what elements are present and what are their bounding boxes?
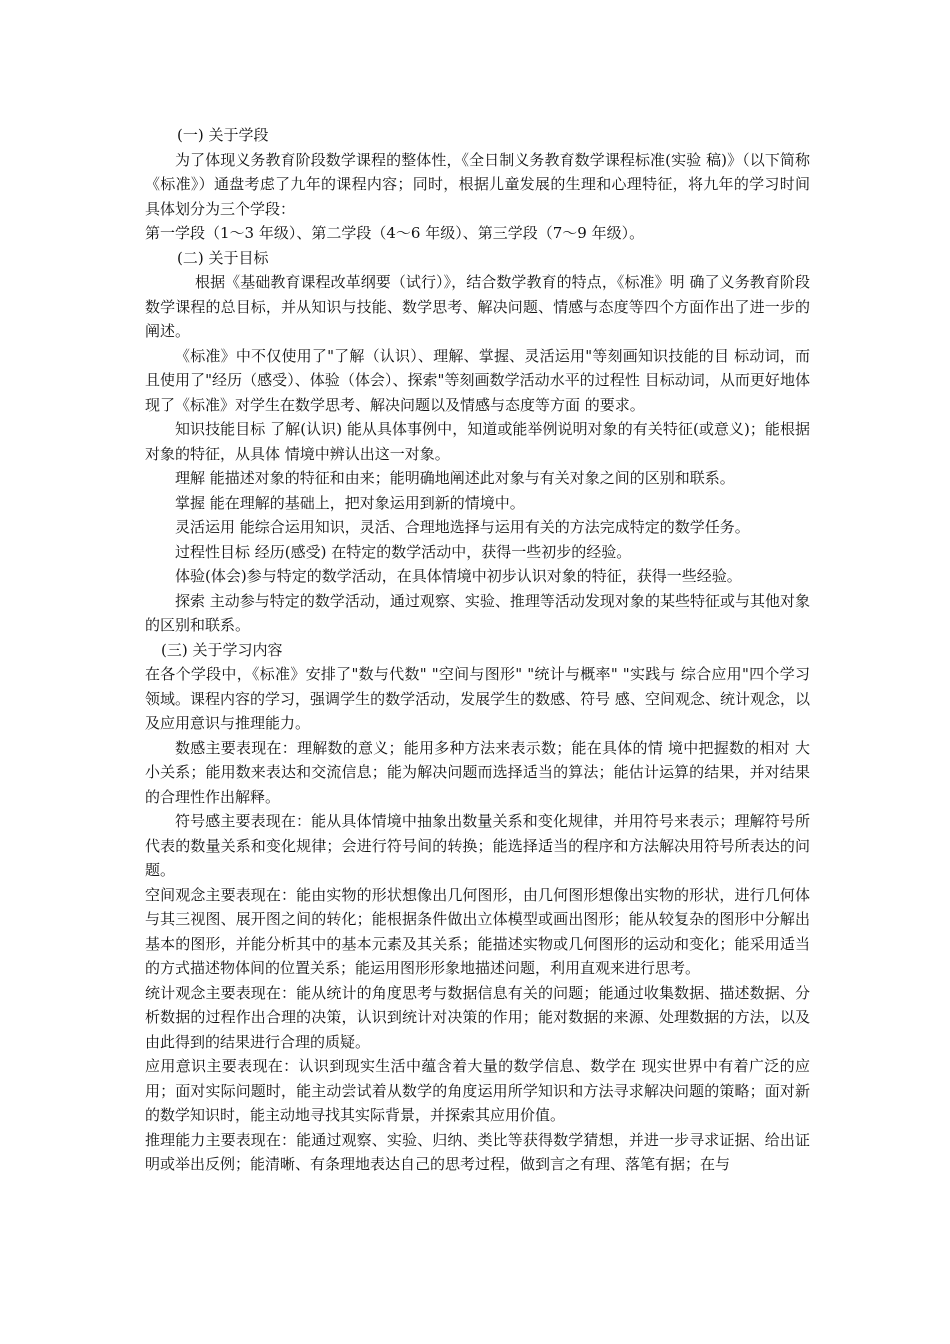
section-heading: (一) 关于学段	[177, 126, 269, 144]
paragraph: 第一学段（1～3 年级）、第二学段（4～6 年级）、第三学段（7～9 年级）。	[145, 224, 645, 242]
paragraph: 探索 主动参与特定的数学活动，通过观察、实验、推理等活动发现对象的某些特征或与其他对象的区别和联系。	[145, 591, 810, 634]
paragraph: 在各个学段中，《标准》安排了"数与代数" "空间与图形" "统计与概率" "实践与 综合应用"四个学习领域。课程内容的学习，强调学生的数学活动，发展学生的数感、符号 感、空间观念、统计观念，以及应用意识与推理能力。	[145, 665, 810, 732]
paragraph: 过程性目标 经历(感受) 在特定的数学活动中，获得一些初步的经验。	[175, 542, 632, 561]
document-page	[145, 123, 810, 1177]
section-heading: (三) 关于学习内容	[161, 640, 283, 659]
paragraph: 应用意识主要表现在：认识到现实生活中蕴含着大量的数学信息、数学在 现实世界中有着广泛的应用；面对实际问题时，能主动尝试着从数学的角度运用所学知识和方法寻求解决问题的策略；面对新的数学知识时，能主动地寻找其实际背景，并探索其应用价值。	[145, 1057, 810, 1124]
paragraph: 《标准》中不仅使用了"了解（认识）、理解、掌握、灵活运用"等刻画知识技能的目 标动词，而且使用了"经历（感受）、体验（体会）、探索"等刻画数学活动水平的过程性 目标动词，从而更好地体现了《标准》对学生在数学思考、解决问题以及情感与态度等方面 的要求。	[145, 346, 810, 414]
paragraph: 数感主要表现在：理解数的意义；能用多种方法来表示数；能在具体的情 境中把握数的相对 大小关系；能用数来表达和交流信息；能为解决问题而选择适当的算法；能估计运算的结果，并对结果的合理性作出解释。	[145, 738, 810, 806]
paragraph: 为了体现义务教育阶段数学课程的整体性，《全日制义务教育数学课程标准(实验 稿)》（以下简称《标准》）通盘考虑了九年的课程内容；同时，根据儿童发展的生理和心理特征，将九年的学习时间具体划分为三个学段：	[145, 150, 810, 218]
paragraph: 知识技能目标 了解(认识) 能从具体事例中，知道或能举例说明对象的有关特征(或意义)；能根据对象的特征，从具体 情境中辨认出这一对象。	[145, 420, 810, 463]
paragraph: 理解 能描述对象的特征和由来；能明确地阐述此对象与有关对象之间的区别和联系。	[175, 469, 735, 487]
paragraph: 统计观念主要表现在：能从统计的角度思考与数据信息有关的问题；能通过收集数据、描述数据、分析数据的过程作出合理的决策，认识到统计对决策的作用；能对数据的来源、处理数据的方法，以及由此得到的结果进行合理的质疑。	[145, 983, 810, 1051]
paragraph: 推理能力主要表现在：能通过观察、实验、归纳、类比等获得数学猜想，并进一步寻求证据、给出证明或举出反例；能清晰、有条理地表达自己的思考过程，做到言之有理、落笔有据；在与	[145, 1130, 810, 1173]
paragraph: 体验(体会)参与特定的数学活动，在具体情境中初步认识对象的特征，获得一些经验。	[175, 567, 742, 585]
paragraph: 空间观念主要表现在：能由实物的形状想像出几何图形，由几何图形想像出实物的形状，进行几何体与其三视图、展开图之间的转化；能根据条件做出立体模型或画出图形；能从较复杂的图形中分解出基本的图形，并能分析其中的基本元素及其关系；能描述实物或几何图形的运动和变化；能采用适当的方式描述物体间的位置关系；能运用图形形象地描述问题，利用直观来进行思考。	[145, 885, 810, 977]
paragraph: 根据《基础教育课程改革纲要（试行）》，结合数学教育的特点，《标准》明 确了义务教育阶段数学课程的总目标，并从知识与技能、数学思考、解决问题、情感与态度等四个方面作出了进一步的阐述。	[145, 273, 810, 340]
paragraph: 符号感主要表现在：能从具体情境中抽象出数量关系和变化规律，并用符号来表示；理解符号所代表的数量关系和变化规律；会进行符号间的转换；能选择适当的程序和方法解决用符号所表达的问题。	[145, 812, 810, 879]
paragraph: 掌握 能在理解的基础上，把对象运用到新的情境中。	[175, 493, 525, 512]
section-heading: (二) 关于目标	[177, 248, 269, 267]
paragraph: 灵活运用 能综合运用知识，灵活、合理地选择与运用有关的方法完成特定的数学任务。	[175, 518, 750, 536]
